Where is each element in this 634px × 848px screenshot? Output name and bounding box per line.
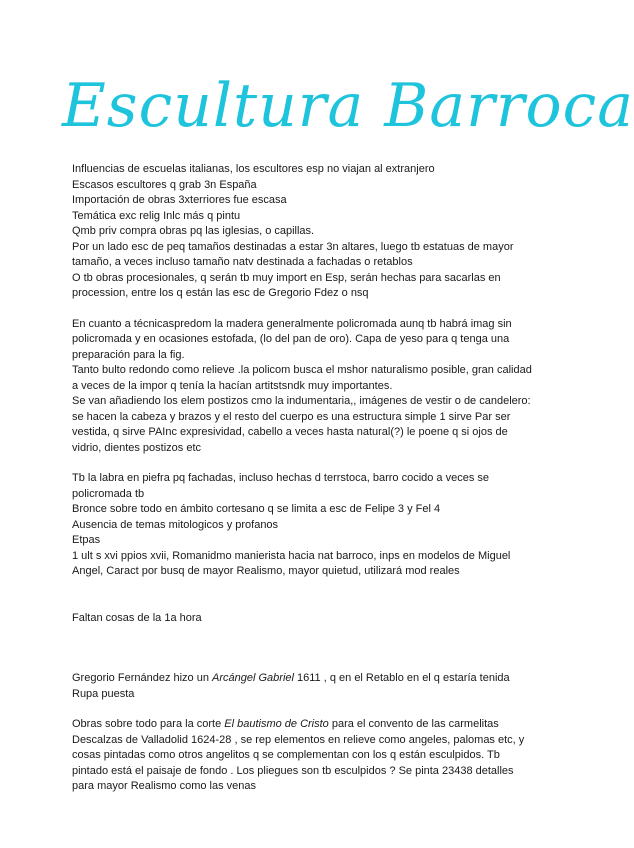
note-paragraph: Tb la labra en piefra pq fachadas, incluso hechas d terrstoca, barro cocido a veces se policromada tb [72, 472, 490, 500]
obras-paragraph [72, 717, 532, 795]
note-line: Bronce sobre todo en ámbito cortesano q se limita a esc de Felipe 3 y Fel 4 [72, 503, 441, 515]
page-title: Escultura Barroca [62, 71, 634, 141]
note-line: Escasos escultores q grab 3n España [72, 178, 257, 191]
spacer [72, 580, 532, 611]
note-line: Etpas [72, 534, 101, 546]
artwork-title: Arcángel Gabriel [212, 672, 294, 684]
notes-body [72, 162, 532, 795]
gregorio-paragraph [72, 671, 532, 702]
technique-section [72, 317, 532, 457]
text-run: 1611 , q en el Retablo en el q estaría tenida Rupa puesta [72, 672, 510, 700]
artwork-title: El bautismo de Cristo [224, 718, 329, 730]
materials-section [72, 471, 532, 580]
text-run: Obras sobre todo para la corte [72, 718, 225, 730]
note-paragraph: Se van añadiendo los elem postizos cmo la indumentaria,, imágenes de vestir o de candelero: se hacen la cabeza y brazos y el resto del cuerpo es una estructura simple 1 sirve Par ser vestida, q sirve PAInc expresividad, cabello a veces hasta natural(?) le poene q si ojos de vidrio, dientes postizos etc [72, 395, 531, 454]
note-paragraph: Tanto bulto redondo como relieve .la policom busca el mshor naturalismo posible, gran calidad a veces de la impor q tenía la hacían artitstsndk muy importantes. [72, 364, 532, 392]
note-line: Ausencia de temas mitologicos y profanos [72, 518, 279, 531]
missing-note: Faltan cosas de la 1a hora [72, 611, 202, 624]
note-line: Importación de obras 3xterriores fue escasa [72, 194, 287, 206]
note-paragraph: 1 ult s xvi ppios xvii, Romanidmo manierista hacia nat barroco, inps en modelos de Miguel Angel, Caract por busq de mayor Realismo, mayor quietud, utilizará mod reales [72, 549, 511, 577]
note-line: Qmb priv compra obras pq las iglesias, o capillas. [72, 225, 315, 237]
note-line: Influencias de escuelas italianas, los escultores esp no viajan al extranjero [72, 163, 435, 175]
note-paragraph: Por un lado esc de peq tamaños destinadas a estar 3n altares, luego tb estatuas de mayor tamaño, a veces incluso tamaño natv destinada a fachadas o retablos [72, 240, 514, 268]
note-paragraph: O tb obras procesionales, q serán tb muy import en Esp, serán hechas para sacarlas en procession, entre los q están las esc de Gregorio Fdez o nsq [72, 271, 501, 299]
spacer [72, 702, 532, 717]
intro-section [72, 162, 532, 302]
text-run: Gregorio Fernández hizo un [72, 672, 213, 684]
text-run: para el convento de las carmelitas Descalzas de Valladolid 1624-28 , se rep elementos en relieve como angeles, palomas etc, y cosas pintadas como otros angelitos q se complementan con los q están esculpidos. Tb pintado está el paisaje de fondo . Los pliegues son tb esculpidos ? Se pinta 23438 detalles para mayor Realismo como las venas [72, 718, 525, 792]
spacer [72, 626, 532, 671]
spacer [72, 302, 532, 317]
spacer [72, 456, 532, 471]
note-line: Temática exc relig Inlc más q pintu [72, 209, 241, 222]
note-paragraph: En cuanto a técnicaspredom la madera generalmente policromada aunq tb habrá imag sin policromada y en ocasiones estofada, (lo del pan de oro). Capa de yeso para q tenga una preparación para la fig. [72, 317, 512, 361]
